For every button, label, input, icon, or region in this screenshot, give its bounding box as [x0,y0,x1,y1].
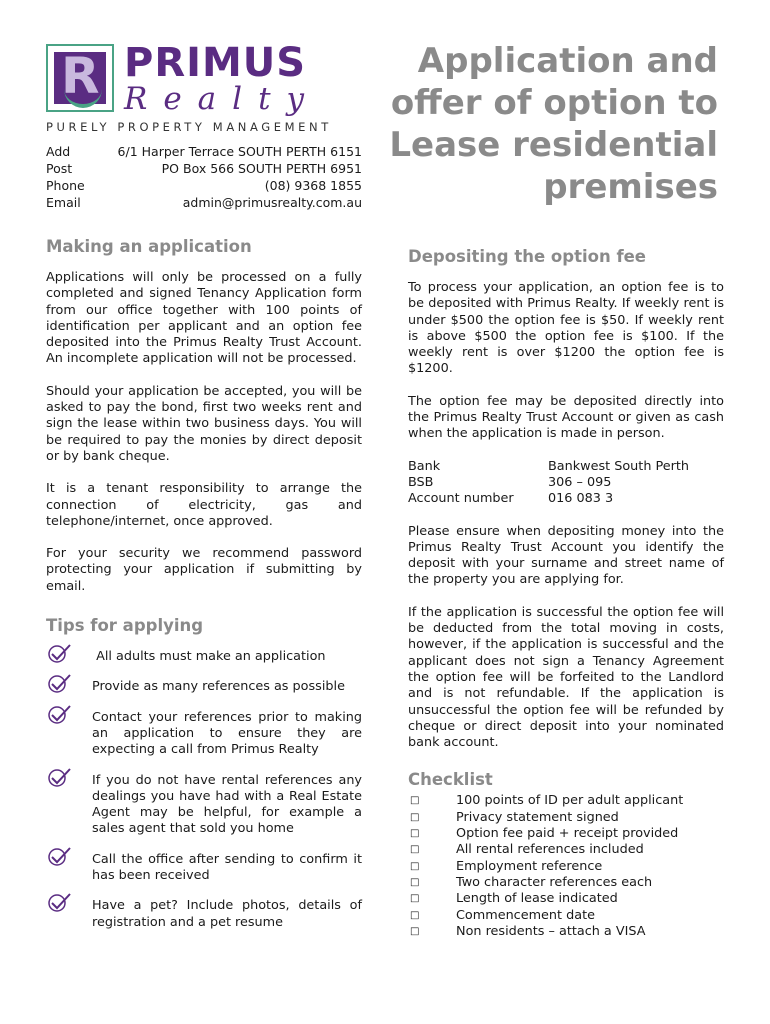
contact-value: PO Box 566 SOUTH PERTH 6951 [161,161,362,176]
depositing-paragraph: The option fee may be deposited directly into the Primus Realty Trust Account or given as cash when the application is made in person. [408,393,724,442]
tip-text: Contact your references prior to making an application to ensure they are expecting a call from Primus Realty [92,709,362,758]
checkmark-icon [46,704,92,759]
bank-value: 016 083 3 [548,491,614,507]
checkbox-icon: □ [410,893,420,905]
title-line: Lease residential [389,125,718,165]
contact-details [46,143,362,211]
title-line: offer of option to [390,83,718,123]
checklist-item [408,875,724,891]
left-column [46,236,362,939]
checklist [408,793,724,940]
checkbox-icon: □ [410,909,420,921]
contact-value: admin@primusrealty.com.au [182,195,362,210]
title-line: premises [543,167,718,207]
checklist-item [408,793,724,809]
checklist-item [408,826,724,842]
contact-label: Email [46,195,81,210]
contact-value: 6/1 Harper Terrace SOUTH PERTH 6151 [117,144,362,159]
checklist-text: Non residents – attach a VISA [456,923,646,939]
tip-item [46,643,362,665]
tip-item [46,704,362,759]
checklist-item [408,924,724,940]
depositing-paragraph: If the application is successful the option fee will be deducted from the total moving in costs, however, if the application is successful and the applicant does not sign a Tenancy Agreement the option fee will be forfeited to the Landlord and is not refundable. If the application is unsuccessful the option fee will be refunded by cheque or direct deposit into your nominated bank account. [408,604,724,751]
making-application-heading: Making an application [46,237,252,256]
checklist-item [408,842,724,858]
logo-brand-sub: Realty [124,81,321,117]
checklist-item [408,908,724,924]
checklist-text: Commencement date [456,907,595,923]
tips-list [46,643,362,931]
checkmark-icon [46,892,92,931]
logo-brand: PRIMUS [124,40,307,86]
contact-label: Phone [46,178,85,193]
checklist-item [408,810,724,826]
tip-text: If you do not have rental references any dealings you have had with a Real Estate Agent may be helpful, for example a sales agent that sold you home [92,772,362,837]
contact-value: (08) 9368 1855 [264,178,362,193]
contact-row-post [46,160,362,177]
tip-text: Provide as many references as possible [92,679,345,695]
bank-label: Account number [408,491,514,507]
tip-item [46,892,362,931]
checkbox-icon: □ [410,844,420,856]
checkmark-icon [46,846,92,885]
tip-text: All adults must make an application [92,649,326,665]
tagline: PURELY PROPERTY MANAGEMENT [46,120,332,134]
tip-item [46,767,362,838]
checklist-heading: Checklist [408,770,493,790]
contact-label: Post [46,161,73,176]
checklist-text: Two character references each [456,874,653,890]
bank-details [408,459,724,508]
logo-letter: R [61,47,100,105]
making-paragraph: It is a tenant responsibility to arrange the connection of electricity, gas and telephone/internet, once approved. [46,481,362,529]
right-column [408,246,724,940]
contact-row-address [46,143,362,160]
tip-text: Call the office after sending to confirm it has been received [92,851,362,884]
bank-label: BSB [408,474,434,490]
checkbox-icon: □ [410,795,420,807]
bank-value: Bankwest South Perth [548,458,690,474]
logo-mark [46,44,114,112]
checklist-item [408,859,724,875]
checklist-text: Privacy statement signed [456,809,619,825]
title-line: Application and [417,41,718,81]
contact-label: Add [46,144,71,159]
making-paragraph: Should your application be accepted, you will be asked to pay the bond, first two weeks rent and sign the lease within two business days. You will be required to pay the monies by direct deposit or by bank cheque. [46,383,362,464]
checklist-text: Length of lease indicated [456,891,618,907]
checklist-item [408,891,724,907]
checkmark-icon [46,767,92,838]
contact-row-phone [46,177,362,194]
bank-row [408,475,724,491]
checkbox-icon: □ [410,876,420,888]
checklist-text: All rental references included [456,842,644,858]
tip-text: Have a pet? Include photos, details of registration and a pet resume [92,898,362,930]
checkbox-icon: □ [410,811,420,823]
making-paragraph: Applications will only be processed on a fully completed and signed Tenancy Application form from our office together with 100 points of identification per applicant and an option fee deposited into the Primus Realty Trust Account. An incomplete application will not be processed. [46,270,362,367]
contact-row-email [46,194,362,211]
tip-item [46,673,362,695]
document-title [388,40,718,208]
bank-row [408,491,724,507]
bank-label: Bank [408,458,441,474]
bank-row [408,459,724,475]
depositing-heading: Depositing the option fee [408,247,647,266]
making-paragraph: For your security we recommend password protecting your application if submitting by email. [46,546,362,594]
checkmark-icon [46,673,92,695]
checkbox-icon: □ [410,828,420,840]
checkmark-icon [46,643,92,665]
tips-heading: Tips for applying [46,616,204,636]
checkbox-icon: □ [410,860,420,872]
checkbox-icon: □ [410,925,420,937]
depositing-paragraph: Please ensure when depositing money into the Primus Realty Trust Account you identify the deposit with your surname and street name of the property you are applying for. [408,523,724,588]
checklist-text: 100 points of ID per adult applicant [456,793,684,809]
depositing-paragraph: To process your application, an option fee is to be deposited with Primus Realty. If weekly rent is under $500 the option fee is $50. If weekly rent is above $500 the option fee is $100. If the weekly rent is over $1200 the option fee is $1200. [408,280,724,377]
checklist-text: Employment reference [456,858,603,874]
checklist-text: Option fee paid + receipt provided [456,826,679,842]
tip-item [46,846,362,885]
bank-value: 306 – 095 [548,474,612,490]
